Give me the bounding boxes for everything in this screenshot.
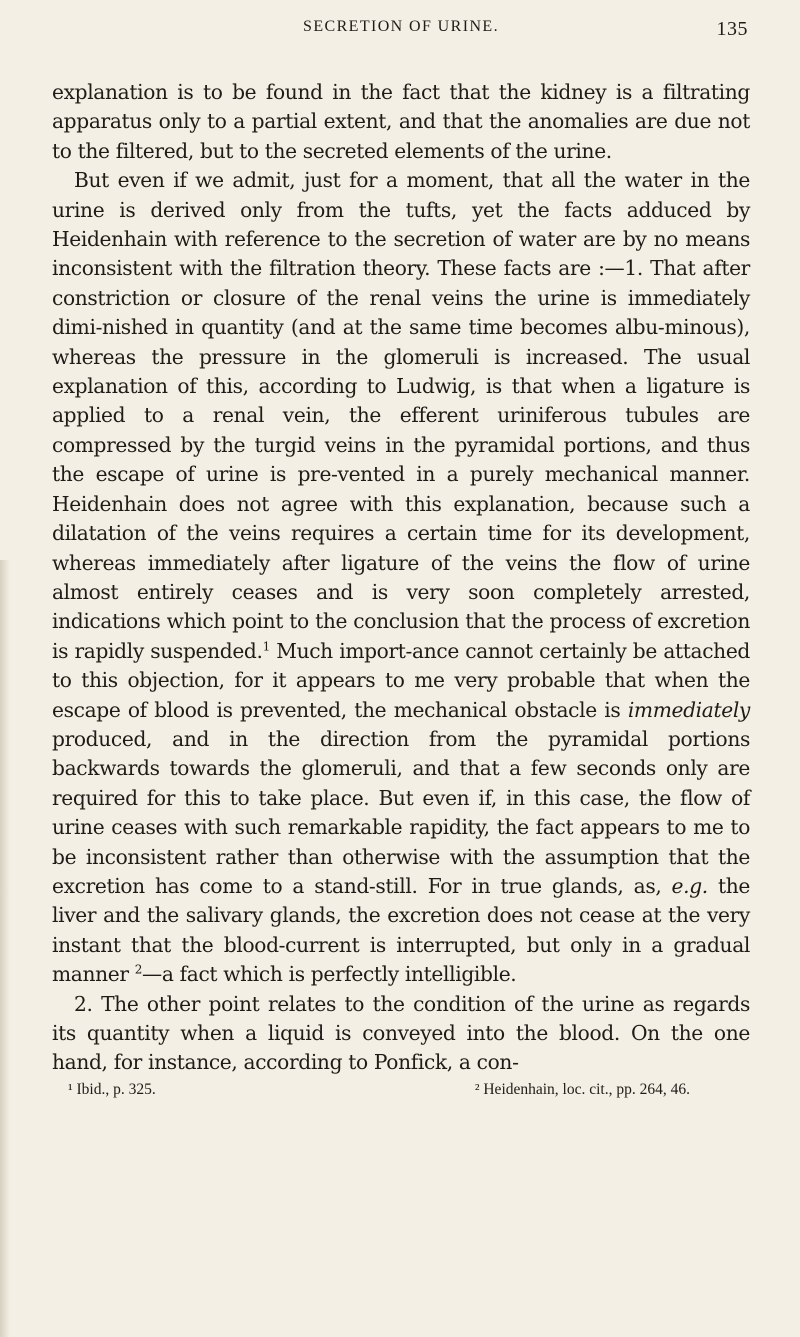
running-title: SECRETION OF URINE. xyxy=(303,18,499,35)
paragraph-2 xyxy=(52,166,750,989)
paragraph-1: explanation is to be found in the fact that the kidney is a filtrating apparatus only to a partial extent, and that the anomalies are due not to the filtered, but to the secreted elements of the urine. xyxy=(52,80,750,163)
paragraph-3: 2. The other point relates to the condition of the urine as regards its quantity when a liquid is conveyed into the blood. On the one hand, for instance, according to Ponfick, a con- xyxy=(52,991,750,1075)
paragraph-2-part-a: But even if we admit, just for a moment, that all the water in the urine is derived only from the tufts, yet the facts adduced by Heidenhain with reference to the secretion of water are by no means inconsistent with the filtration theory. These facts are :—1. That after constriction or closure of the renal veins the urine is immediately dimi-nished in quantity (and at the same time becomes albu-minous), whereas the pressure in the glomeruli is increased. The usual explanation of this, according to Ludwig, is that when a ligature is applied to a renal vein, the efferent uriniferous tubules are compressed by the turgid veins in the pyramidal portions, and thus the escape of urine is pre-vented in a purely mechanical manner. Heidenhain does not agree with this explanation, because such a dilatation of the veins requires a certain time for its development, whereas immediately after ligature of the veins the flow of urine almost entirely ceases and is very soon completely arrested, indications which point to the conclusion that the process of excretion is rapidly suspended. xyxy=(52,168,750,663)
footnote-ref-2: 2 xyxy=(134,962,143,977)
body-text xyxy=(52,78,750,1078)
paragraph-2-part-b: Much import-ance cannot certainly be attached to this objection, for it appears to me very probable that when the escape of blood is prevented, the mechanical obstacle is xyxy=(52,638,750,722)
paragraph-2-part-e: —a fact which is perfectly intelligible. xyxy=(142,962,517,987)
paragraph-2-part-d: the liver and the salivary glands, the excretion does not cease at the very instant that the blood-current is interrupted, but only in a gradual manner xyxy=(52,873,751,987)
emphasis-immediately: immediately xyxy=(627,697,750,722)
emphasis-eg: e.g. xyxy=(671,873,708,898)
page-header xyxy=(52,18,750,48)
footnote-ref-1: 1 xyxy=(262,638,270,653)
footnotes xyxy=(52,1080,750,1100)
page-number: 135 xyxy=(716,18,748,40)
footnote-2: ² Heidenhain, loc. cit., pp. 264, 46. xyxy=(474,1080,690,1098)
footnote-1: ¹ Ibid., p. 325. xyxy=(68,1080,156,1098)
paragraph-2-part-c: produced, and in the direction from the pyramidal portions backwards towards the glomeruli, and that a few seconds only are required for this to take place. But even if, in this case, the flow of urine ceases with such remarkable rapidity, the fact appears to me to be inconsistent rather than otherwise with the assumption that the excretion has come to a stand-still. For in true glands, as, xyxy=(52,726,750,898)
